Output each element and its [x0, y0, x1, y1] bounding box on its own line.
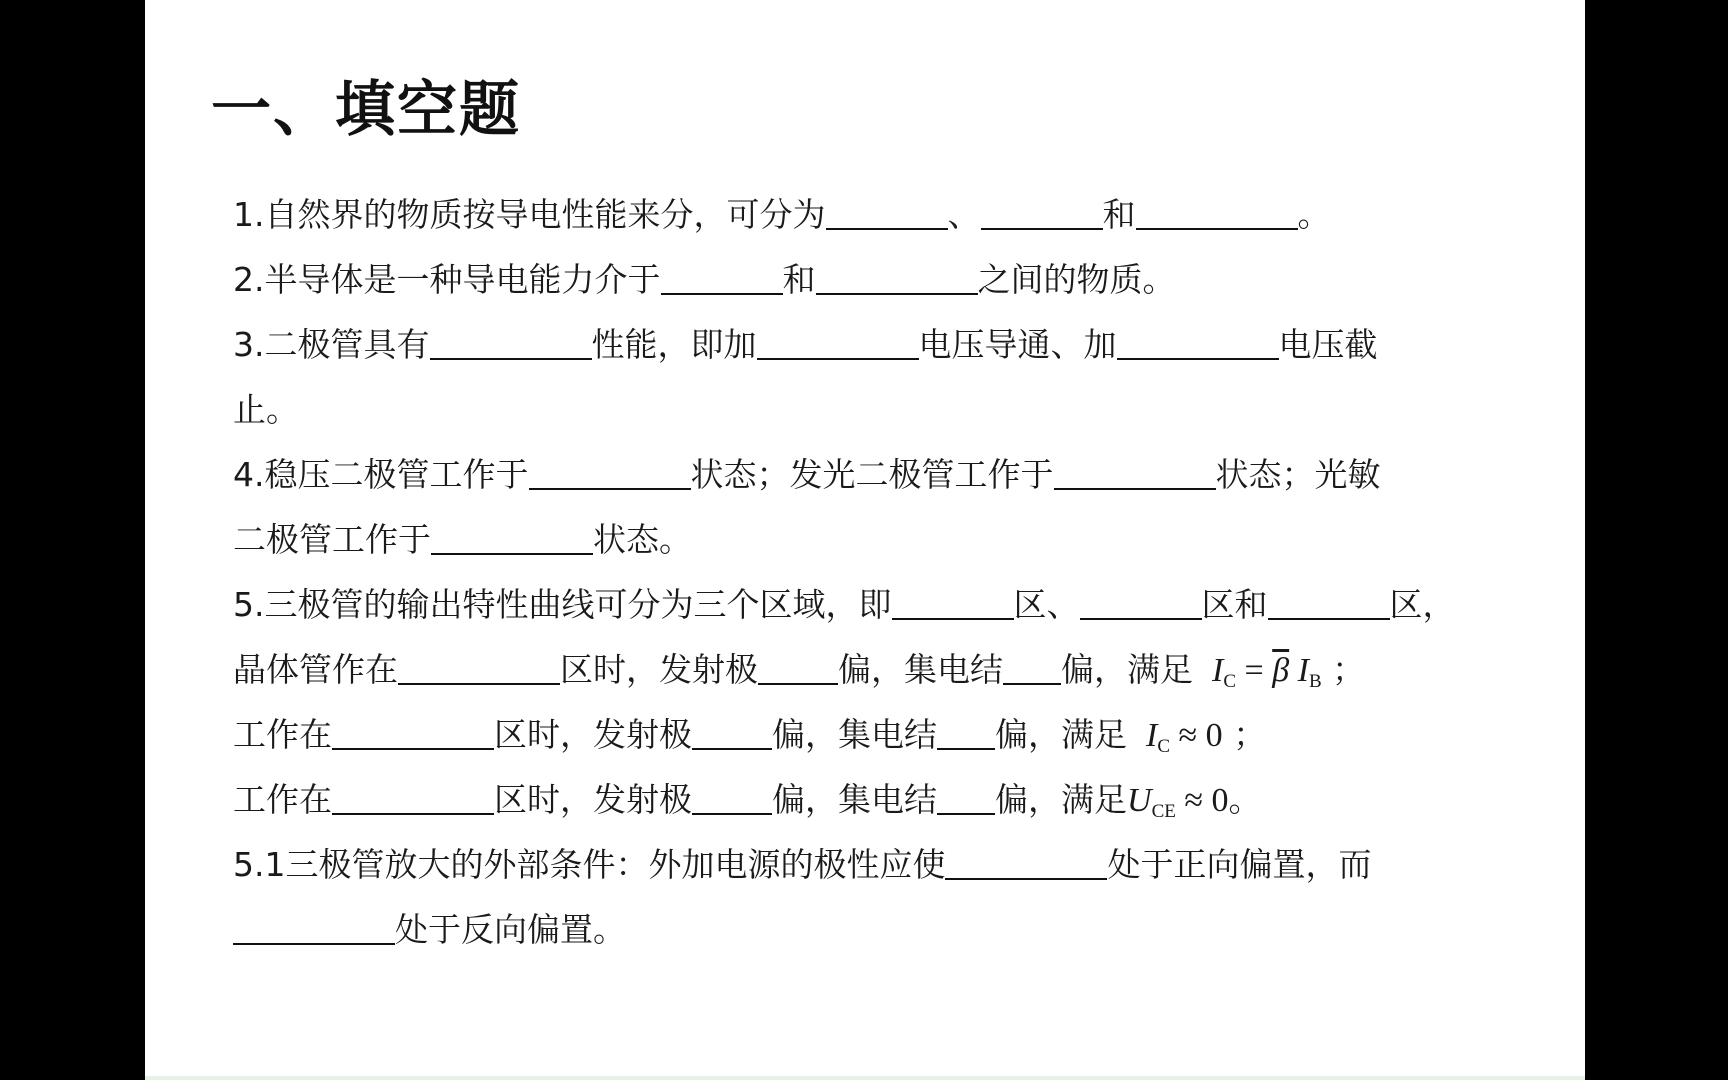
question-5-line-3 [233, 702, 1543, 767]
question-text: 区时，发射极 [494, 715, 692, 754]
separator: 和 [1102, 195, 1136, 234]
answer-blank[interactable] [1080, 586, 1202, 620]
question-text: 状态。 [593, 520, 692, 559]
page-title: 一、填空题 [211, 75, 521, 145]
question-5-line-4 [233, 767, 1543, 832]
punctuation: 。 [1297, 195, 1331, 234]
question-text: 之间的物质。 [977, 260, 1176, 299]
math-operator: = [1244, 652, 1264, 689]
math-subscript: C [1223, 671, 1237, 692]
question-text: 5.三极管的输出特性曲线可分为三个区域，即 [233, 585, 892, 624]
question-text: 处于正向偏置，而 [1107, 845, 1372, 884]
answer-blank[interactable] [661, 261, 783, 295]
question-text: 偏，集电结 [772, 715, 937, 754]
question-text: 二极管工作于 [233, 520, 431, 559]
formula-ic-beta-ib [1204, 652, 1322, 692]
question-text: 偏，满足 [995, 780, 1127, 819]
answer-blank[interactable] [692, 716, 772, 750]
answer-blank[interactable] [398, 651, 560, 685]
answer-blank[interactable] [758, 651, 838, 685]
question-text: 2.半导体是一种导电能力介于 [233, 260, 661, 299]
answer-blank[interactable] [757, 326, 919, 360]
question-text: 状态；发光二极管工作于 [690, 455, 1054, 494]
formula-uce-approx-zero [1127, 782, 1229, 822]
answer-blank[interactable] [945, 846, 1107, 880]
question-list [233, 182, 1543, 962]
punctuation: ； [1233, 715, 1267, 754]
question-text: 区、 [1013, 585, 1080, 624]
question-text: 晶体管作在 [233, 650, 398, 689]
math-symbol: $\overline{\beta}$ [1272, 652, 1290, 689]
question-5-line-2 [233, 637, 1543, 702]
question-text: 区时，发射极 [560, 650, 758, 689]
question-text: 电压导通、加 [918, 325, 1117, 364]
question-text: 偏，满足 [995, 715, 1127, 754]
question-text: 4.稳压二极管工作于 [233, 455, 529, 494]
question-3 [233, 312, 1543, 377]
math-operator: ≈ 0 [1178, 717, 1223, 754]
answer-blank[interactable] [816, 261, 978, 295]
question-text: 5.1三极管放大的外部条件：外加电源的极性应使 [233, 845, 946, 884]
answer-blank[interactable] [1136, 196, 1298, 230]
question-5-1-cont [233, 897, 1543, 962]
slide-bottom-border [145, 1076, 1585, 1080]
question-text: 处于反向偏置。 [395, 910, 626, 949]
slide [145, 0, 1585, 1080]
answer-blank[interactable] [233, 911, 395, 945]
question-text: 偏，满足 [1061, 650, 1193, 689]
question-text: 1.自然界的物质按导电性能来分，可分为 [233, 195, 826, 234]
formula-ic-approx-zero [1138, 717, 1223, 757]
question-text: 偏，集电结 [772, 780, 937, 819]
answer-blank[interactable] [937, 781, 995, 815]
answer-blank[interactable] [692, 781, 772, 815]
answer-blank[interactable] [332, 716, 494, 750]
answer-blank[interactable] [431, 521, 593, 555]
answer-blank[interactable] [937, 716, 995, 750]
question-text: 工作在 [233, 715, 332, 754]
answer-blank[interactable] [892, 586, 1014, 620]
math-subscript: CE [1151, 801, 1176, 822]
question-text: 偏，集电结 [838, 650, 1003, 689]
math-symbol: I [1212, 652, 1224, 689]
answer-blank[interactable] [826, 196, 948, 230]
answer-blank[interactable] [1268, 586, 1390, 620]
question-5 [233, 572, 1543, 637]
question-text: 电压截 [1278, 325, 1378, 364]
question-text: 工作在 [233, 780, 332, 819]
math-symbol: I [1297, 652, 1309, 689]
question-3-cont [233, 377, 1543, 442]
math-symbol: U [1127, 782, 1152, 819]
math-symbol: I [1146, 717, 1158, 754]
math-subscript: C [1157, 736, 1171, 757]
answer-blank[interactable] [332, 781, 494, 815]
answer-blank[interactable] [1054, 456, 1216, 490]
answer-blank[interactable] [1003, 651, 1061, 685]
question-5-1 [233, 832, 1543, 897]
question-text: 区时，发射极 [494, 780, 692, 819]
separator: 和 [782, 260, 816, 299]
question-text: 区和 [1201, 585, 1268, 624]
question-text: 止。 [233, 390, 299, 429]
question-text: 性能，即加 [591, 325, 757, 364]
answer-blank[interactable] [529, 456, 691, 490]
answer-blank[interactable] [981, 196, 1103, 230]
question-text: 3.二极管具有 [233, 325, 430, 364]
question-text: 区， [1389, 585, 1456, 624]
math-subscript: B [1308, 671, 1322, 692]
question-4-cont [233, 507, 1543, 572]
question-text: 状态；光敏 [1215, 455, 1381, 494]
question-4 [233, 442, 1543, 507]
question-2 [233, 247, 1543, 312]
answer-blank[interactable] [430, 326, 592, 360]
punctuation: 。 [1228, 780, 1262, 819]
question-1 [233, 182, 1543, 247]
punctuation: ； [1332, 650, 1366, 689]
answer-blank[interactable] [1117, 326, 1279, 360]
math-operator: ≈ 0 [1184, 782, 1229, 819]
separator: 、 [947, 195, 981, 234]
